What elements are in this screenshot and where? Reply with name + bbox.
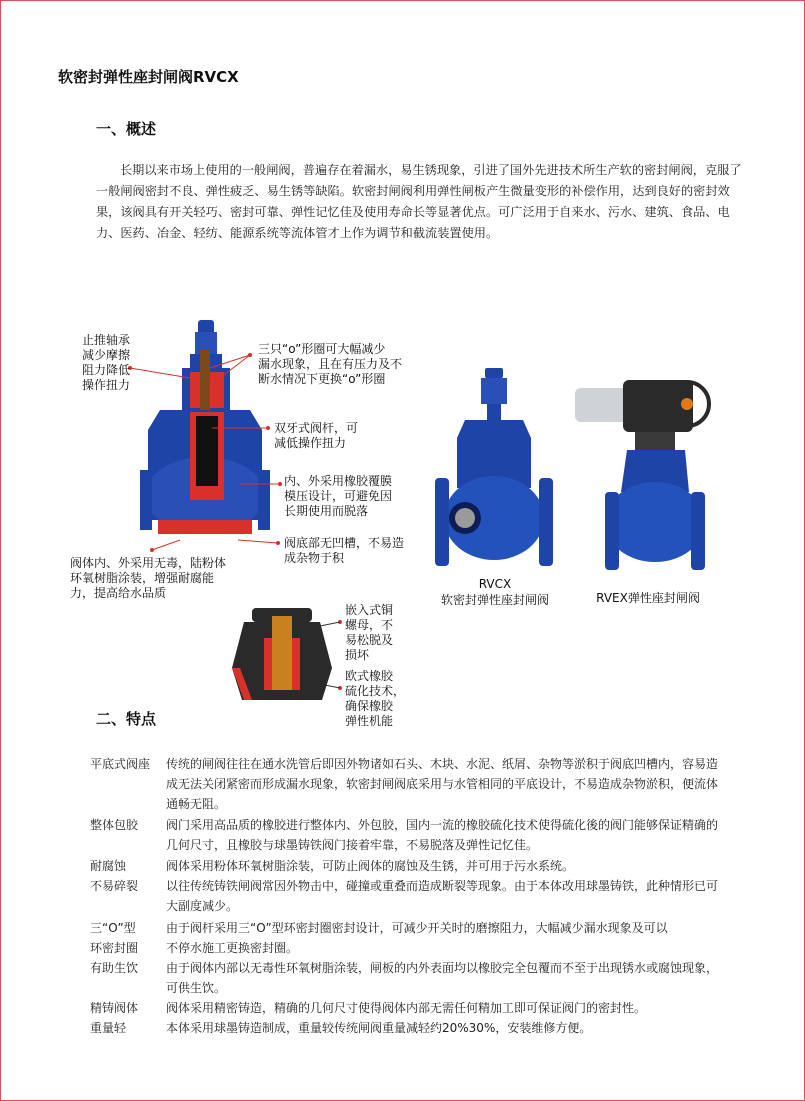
feature-desc: 传统的闸阀往往在通水洗管后即因外物诸如石头、木块、水泥、纸屑、杂物等淤积于阀底凹槽内，容易造成无法关闭紧密而形成漏水现象，软密封闸阀底采用与水管相同的平底设计，不易造成杂物淤积，便流体通畅无阻。: [166, 757, 719, 811]
feature-desc: 不停水施工更换密封圈。: [166, 941, 299, 955]
gate-closeup-image: [232, 608, 332, 703]
feature-term: 环密封圈: [90, 941, 139, 955]
rvex-valve-image: [575, 372, 715, 572]
callout-copper-nut: 嵌入式铜 螺母，不 易松脱及 损坏: [345, 603, 394, 662]
rvex-caption: RVEX弹性座封闸阀: [596, 591, 700, 605]
callout-vulcanize: 欧式橡胶 硫化技术， 确保橡胶 弹性机能: [345, 669, 406, 728]
feature-desc: 本体采用球墨铸造制成，重量较传统闸阀重量减轻约20%30%，安装维修方便。: [166, 1021, 592, 1035]
callout-o-rings: 三只“o”形圈可大幅减少 漏水现象，且在有压力及不 断水情况下更换“o”形圈: [258, 342, 403, 386]
page-title: 软密封弹性座封闸阀RVCX: [58, 68, 239, 86]
feature-desc: 由于阀杆采用三“O”型环密封圈密封设计，可减少开关时的磨擦阻力，大幅减少漏水现象及可以: [166, 921, 668, 935]
feature-desc: 以往传统铸铁闸阀常因外物击中，碰撞或重叠而造成断裂等现象。由于本体改用球墨铸铁，此种情形已可大副度减少。: [166, 879, 719, 913]
feature-desc: 阀体采用精密铸造，精确的几何尺寸使得阀体内部无需任何精加工即可保证阀门的密封性。: [166, 1001, 647, 1015]
section-heading-overview: 一、概述: [96, 120, 157, 138]
feature-desc: 阀体采用粉体环氧树脂涂装，可防止阀体的腐蚀及生锈，并可用于污水系统。: [166, 859, 575, 873]
feature-term: 不易碎裂: [90, 879, 139, 893]
feature-desc: 由于阀体内部以无毒性环氧树脂涂装，闸板的内外表面均以橡胶完全包覆而不至于出现锈水或腐蚀现象，可供生饮。: [166, 961, 719, 995]
rvcx-valve-image: [435, 368, 555, 573]
feature-term: 有助生饮: [90, 961, 139, 975]
feature-term: 整体包胶: [90, 818, 139, 832]
rvcx-caption: RVCX 软密封弹性座封闸阀: [440, 577, 549, 607]
feature-term: 耐腐蚀: [90, 859, 127, 873]
feature-term: 平底式阀座: [90, 757, 151, 771]
callout-rubber-coating: 内、外采用橡胶覆膜 模压设计，可避免因 长期使用而脱落: [284, 474, 393, 518]
callout-bottom: 阀底部无凹槽，不易造 成杂物于积: [284, 536, 405, 565]
callout-stem: 双牙式阀杆，可 减低操作扭力: [274, 421, 359, 450]
feature-term: 三“O”型: [90, 921, 136, 935]
callout-epoxy: 阀体内、外采用无毒，陆粉体 环氧树脂涂装，增强耐腐能 力，提高给水品质: [70, 556, 227, 600]
feature-term: 重量轻: [90, 1021, 127, 1035]
feature-desc: 阀门采用高品质的橡胶进行整体内、外包胶，国内一流的橡胶硫化技术使得硫化後的阀门能够保证精确的几何尺寸，且橡胶与球墨铸铁阀门接着牢靠，不易脱落及弹性记忆佳。: [166, 818, 719, 852]
intro-paragraph: 长期以来市场上使用的一般闸阀，普遍存在着漏水，易生锈现象，引进了国外先进技术所生产软的密封闸阀，克服了一般闸阀密封不良、弹性疲乏、易生锈等缺陷。软密封闸阀利用弹性闸板产生微量变形的补偿作用，达到良好的密封效果，该阀具有开关轻巧、密封可靠、弹性记忆佳及使用寿命长等显著优点。可广泛用于自来水、污水、建筑、食品、电力、医药、冶金、轻纺、能源系统等流体管才上作为调节和截流装置使用。: [96, 163, 742, 240]
section-heading-features: 二、特点: [96, 710, 157, 728]
feature-term: 精铸阀体: [90, 1001, 139, 1015]
callout-thrust-bearing: 止推轴承 减少摩擦 阻力降低 操作扭力: [82, 333, 131, 392]
